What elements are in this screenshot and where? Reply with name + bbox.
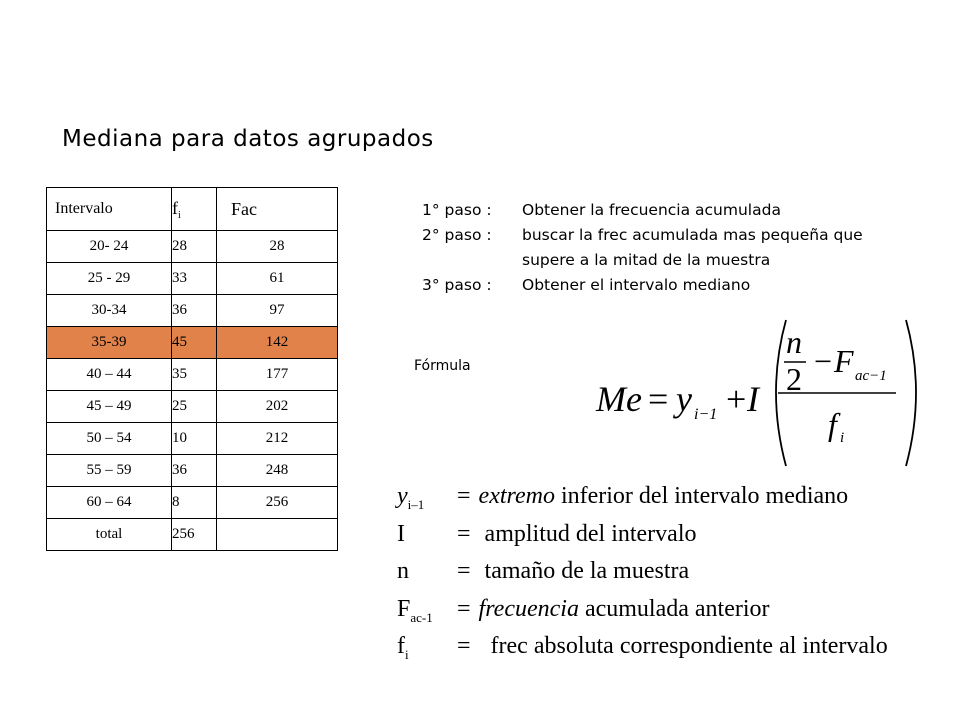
cell-fi: 35 <box>172 359 217 391</box>
cell-fi: 8 <box>172 487 217 519</box>
table-row-median-interval <box>47 327 338 359</box>
header-fi-sub: i <box>178 209 181 221</box>
step-label: 1° paso : <box>422 201 492 219</box>
header-fi-base: f <box>172 197 178 218</box>
cell-interval: 20- 24 <box>47 231 172 263</box>
cell-total-fac <box>217 519 338 551</box>
cell-fi: 25 <box>172 391 217 423</box>
cell-interval: 25 - 29 <box>47 263 172 295</box>
definition-item <box>397 628 888 666</box>
definition-text: tamaño de la muestra <box>478 558 690 584</box>
cell-fac: 142 <box>217 327 338 359</box>
cell-fac: 256 <box>217 487 338 519</box>
formula-y: y <box>676 379 692 419</box>
definition-symbol <box>397 516 453 554</box>
definition-equals: = <box>457 595 471 622</box>
header-interval: Intervalo <box>47 188 172 231</box>
cell-fi: 10 <box>172 423 217 455</box>
cell-fac: 61 <box>217 263 338 295</box>
formula-i: I <box>747 379 759 419</box>
definition-item <box>397 516 888 554</box>
definition-symbol <box>397 553 453 591</box>
definition-symbol-base: n <box>397 558 409 584</box>
step-1 <box>422 198 863 223</box>
cell-fac: 177 <box>217 359 338 391</box>
table-row <box>47 231 338 263</box>
cell-interval: 45 – 49 <box>47 391 172 423</box>
definition-item <box>397 591 888 629</box>
formula-me: Me <box>596 379 642 419</box>
definition-equals: = <box>457 558 471 584</box>
formula-two: 2 <box>786 361 802 397</box>
cell-interval: 35-39 <box>47 327 172 359</box>
step-text: Obtener la frecuencia acumulada <box>522 201 781 219</box>
cell-fi: 33 <box>172 263 217 295</box>
formula-minus: − <box>814 343 833 379</box>
formula-equals: = <box>648 379 669 419</box>
cell-fi: 36 <box>172 455 217 487</box>
cell-total-fi: 256 <box>172 519 217 551</box>
table-row <box>47 295 338 327</box>
cell-fac: 212 <box>217 423 338 455</box>
table-row <box>47 455 338 487</box>
definition-symbol-base: F <box>397 595 411 622</box>
cell-fac: 202 <box>217 391 338 423</box>
table-row <box>47 391 338 423</box>
cell-interval: 60 – 64 <box>47 487 172 519</box>
cell-fi: 45 <box>172 327 217 359</box>
definition-item <box>397 478 888 516</box>
formula-f-sub: i <box>840 430 845 446</box>
definition-equals: = <box>457 483 471 509</box>
formula-f-acc-sub: ac−1 <box>855 368 887 384</box>
formula-y-sub: i−1 <box>694 406 718 423</box>
steps-list <box>422 198 863 298</box>
formula-f-acc: F <box>834 343 854 379</box>
definition-equals: = <box>457 633 471 659</box>
cell-interval: 30-34 <box>47 295 172 327</box>
table-row <box>47 263 338 295</box>
table-total-row <box>47 519 338 551</box>
table-header-row <box>47 188 338 231</box>
cell-interval: 55 – 59 <box>47 455 172 487</box>
table-row <box>47 487 338 519</box>
cell-fac: 28 <box>217 231 338 263</box>
definition-symbol-sub: i <box>405 647 409 662</box>
definition-equals: = <box>457 520 471 547</box>
cell-interval: 50 – 54 <box>47 423 172 455</box>
definition-italic-term: extremo <box>478 483 555 509</box>
definition-item <box>397 553 888 591</box>
cell-fi: 36 <box>172 295 217 327</box>
step-text: Obtener el intervalo mediano <box>522 276 751 294</box>
definition-italic-term: frecuencia <box>478 595 579 622</box>
frequency-table <box>46 187 338 551</box>
definition-symbol-base: f <box>397 633 405 659</box>
page-title: Mediana para datos agrupados <box>62 126 434 152</box>
median-formula <box>590 310 920 475</box>
definition-text: acumulada anterior <box>578 595 770 622</box>
step-label: 3° paso : <box>422 276 492 294</box>
step-2-continuation: supere a la mitad de la muestra <box>522 251 771 269</box>
definitions-list <box>397 478 888 666</box>
formula-f: f <box>828 406 837 442</box>
step-2 <box>422 223 863 248</box>
step-label: 2° paso : <box>422 226 492 244</box>
table-row <box>47 359 338 391</box>
cell-fac: 97 <box>217 295 338 327</box>
formula-plus: + <box>726 379 747 419</box>
definition-symbol-base: y <box>397 483 408 509</box>
definition-symbol-base: I <box>397 520 405 547</box>
definition-text: amplitud del intervalo <box>478 520 697 547</box>
formula-label: Fórmula <box>414 358 471 374</box>
definition-text: frec absoluta correspondiente al intervalo <box>478 633 888 659</box>
header-fi <box>172 188 217 231</box>
step-text: buscar la frec acumulada mas pequeña que <box>522 226 863 244</box>
definition-symbol-sub: i–1 <box>407 497 425 512</box>
table-row <box>47 423 338 455</box>
formula-n: n <box>786 324 802 360</box>
cell-interval: 40 – 44 <box>47 359 172 391</box>
cell-fi: 28 <box>172 231 217 263</box>
definition-text: inferior del intervalo mediano <box>554 483 849 509</box>
formula-right-paren <box>906 320 916 466</box>
header-fac: Fac <box>217 188 338 231</box>
definition-symbol-sub: ac-1 <box>410 609 433 625</box>
cell-total-label: total <box>47 519 172 551</box>
step-3 <box>422 273 863 298</box>
cell-fac: 248 <box>217 455 338 487</box>
definition-symbol <box>397 628 453 674</box>
